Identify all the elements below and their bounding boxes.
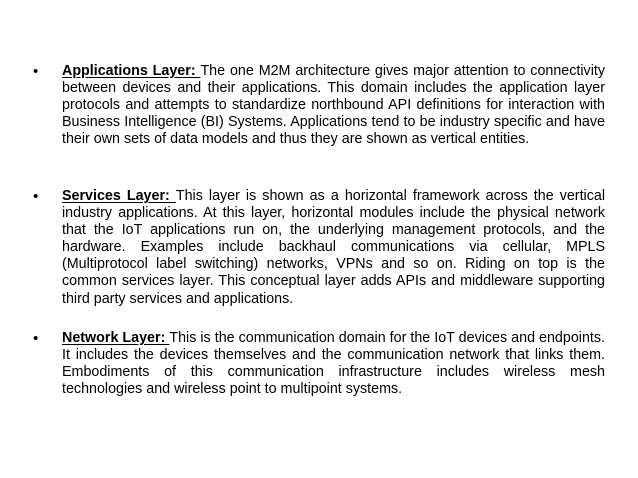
bullet-body: This layer is shown as a horizontal framework across the vertical industry applications. At this layer, horizontal modules include the physical network that the IoT applications run on, the underlying management protocols, and the hardware. Examples include backhaul communications via cellular, MPLS (Multiprotocol label switching) networks, VPNs and so on. Riding on top is the common services layer. This conceptual layer adds APIs and middleware supporting third party services and applications. <box>62 188 605 307</box>
bullet-heading: Applications Layer: <box>62 63 201 79</box>
bullet-paragraph <box>62 188 605 308</box>
bullet-heading: Network Layer: <box>62 330 170 346</box>
bullet-body: This is the communication domain for the IoT devices and endpoints. It includes the devices themselves and the communication network that links them. Embodiments of this communication infrastructure includes wireless mesh technologies and wireless point to multipoint systems. <box>62 330 606 398</box>
bullet-dot-icon: • <box>33 188 39 205</box>
bullet-paragraph <box>62 63 605 148</box>
bullet-dot-icon: • <box>33 63 39 80</box>
bullet-dot-icon: • <box>33 330 39 347</box>
bullet-body: The one M2M architecture gives major attention to connectivity between devices and their applications. This domain includes the application layer protocols and attempts to standardize northbound API definitions for interaction with Business Intelligence (BI) Systems. Applications tend to be industry specific and have their own sets of data models and thus they are shown as vertical entities. <box>62 63 605 148</box>
bullet-paragraph <box>62 330 605 398</box>
bullet-heading: Services Layer: <box>62 188 176 204</box>
